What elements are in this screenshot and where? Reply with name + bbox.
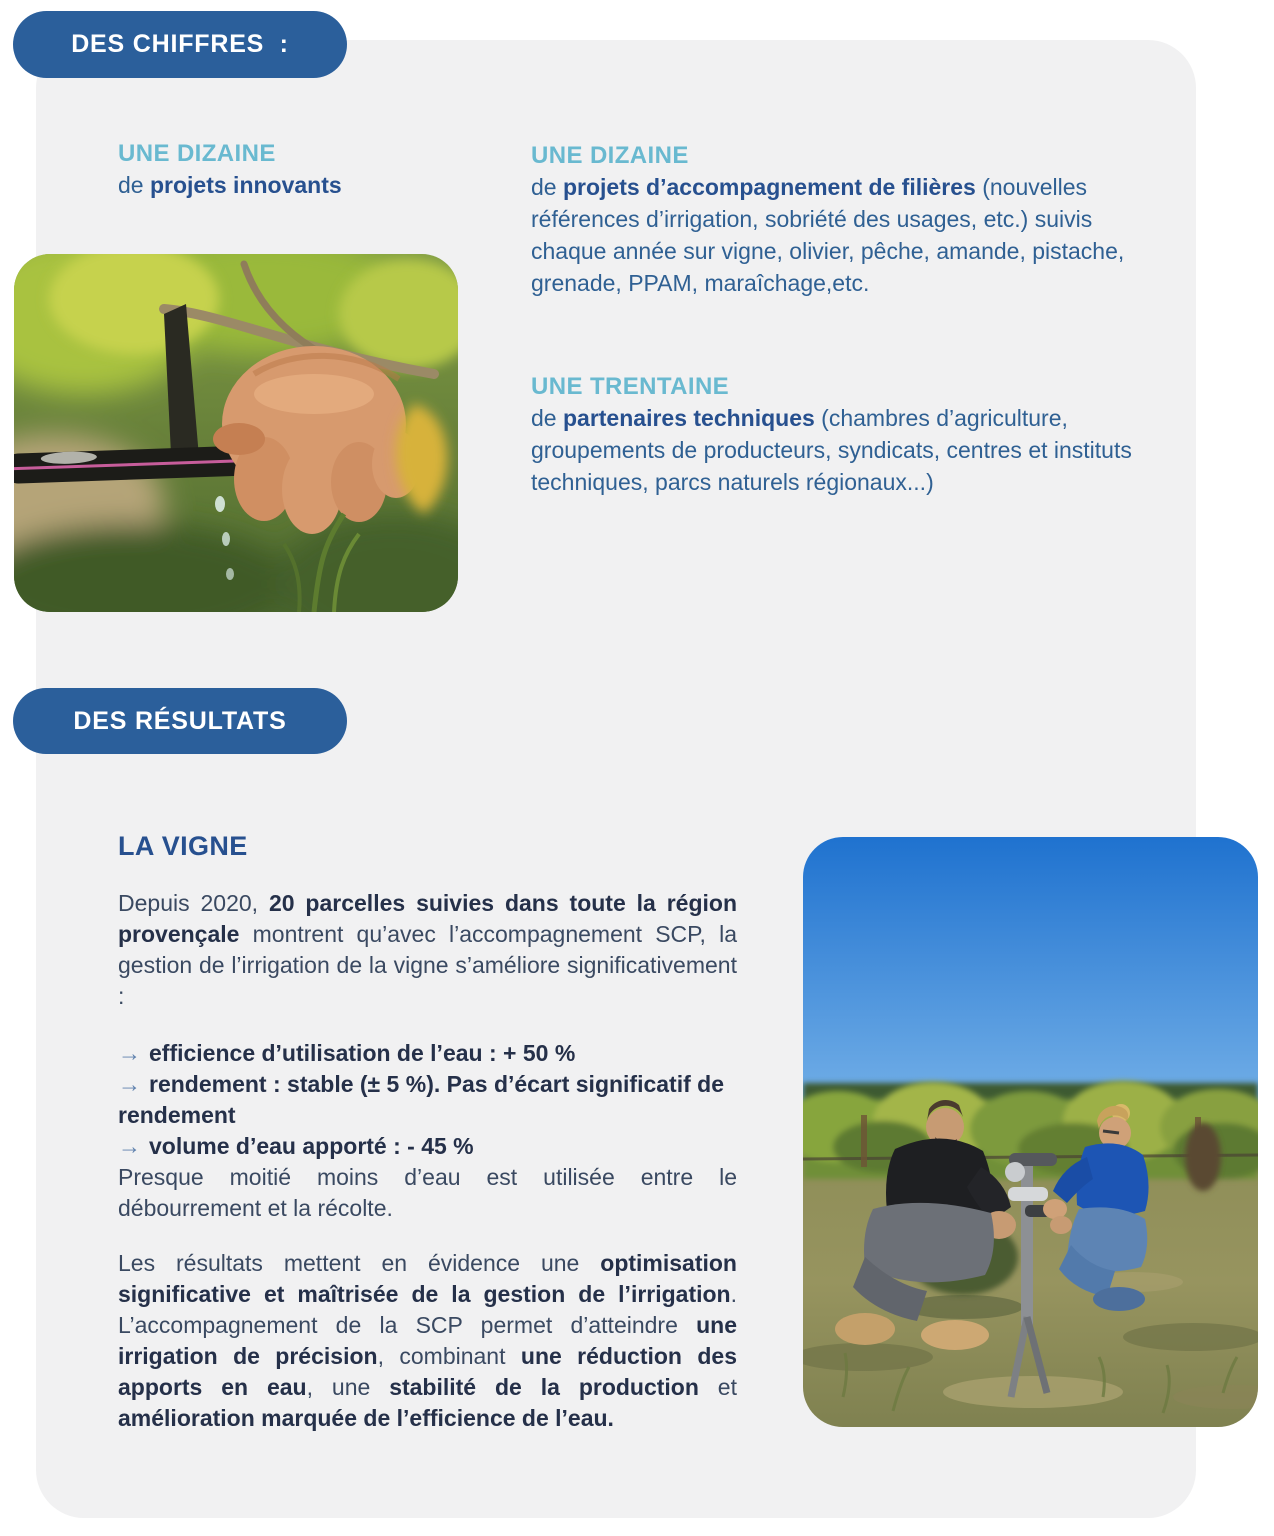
paragraph-conclusion: Les résultats mettent en évidence une optimisation significative et maîtrisée de la gestion de l’irrigation. L’accompagnement de la SCP permet d’atteindre une irrigation de précision, combinant une réduction des apports en eau, une stabilité de la production et amélioration marquée de l’efficience de l’eau.	[118, 1250, 737, 1431]
paragraph-intro: Depuis 2020, 20 parcelles suivies dans toute la région provençale montrent qu’avec l’accompagnement SCP, la gestion de l’irrigation de la vigne s’améliore significativement :	[118, 890, 737, 1009]
stat-body: de partenaires techniques (chambres d’agriculture, groupements de producteurs, syndicats, centres et instituts techniques, parcs naturels régionaux...)	[531, 405, 1132, 495]
section-header-chiffres	[13, 11, 347, 78]
stat-title: UNE DIZAINE	[118, 140, 276, 167]
list-item	[118, 1069, 742, 1131]
subsection-title-la-vigne: LA VIGNE	[118, 831, 248, 861]
list-item-text: efficience d’utilisation de l’eau : + 50 %	[149, 1040, 576, 1066]
stat-title: UNE DIZAINE	[531, 142, 689, 169]
arrow-right-icon: →	[118, 1133, 141, 1159]
stat-body: de projets innovants	[118, 172, 342, 198]
stat-body: de projets d’accompagnement de filières (nouvelles références d’irrigation, sobriété des usages, etc.) suivis chaque année sur vigne, olivier, pêche, amande, pistache, grenade, PPAM, maraîchage,etc.	[531, 174, 1125, 296]
stat-title: UNE TRENTAINE	[531, 373, 730, 400]
section-header-label: DES RÉSULTATS	[73, 706, 287, 735]
paragraph-water-saving: Presque moitié moins d’eau est utilisée entre le débourrement et la récolte.	[118, 1164, 737, 1221]
stat-projets-accompagnement	[531, 141, 1133, 299]
stat-projets-innovants	[118, 139, 498, 201]
section-header-label: DES CHIFFRES :	[71, 30, 289, 58]
arrow-right-icon: →	[118, 1040, 141, 1066]
section-header-resultats	[13, 688, 347, 754]
list-item-text: volume d’eau apporté : - 45 %	[149, 1133, 474, 1159]
photo-vineyard-technicians	[803, 837, 1258, 1427]
list-item	[118, 1131, 742, 1162]
photo-hand-drip-irrigation	[14, 254, 458, 612]
list-item-text: rendement : stable (± 5 %). Pas d’écart significatif de rendement	[118, 1071, 724, 1128]
list-item	[118, 1038, 742, 1069]
stat-partenaires-techniques	[531, 372, 1141, 498]
results-list	[118, 1038, 742, 1224]
arrow-right-icon: →	[118, 1071, 141, 1097]
